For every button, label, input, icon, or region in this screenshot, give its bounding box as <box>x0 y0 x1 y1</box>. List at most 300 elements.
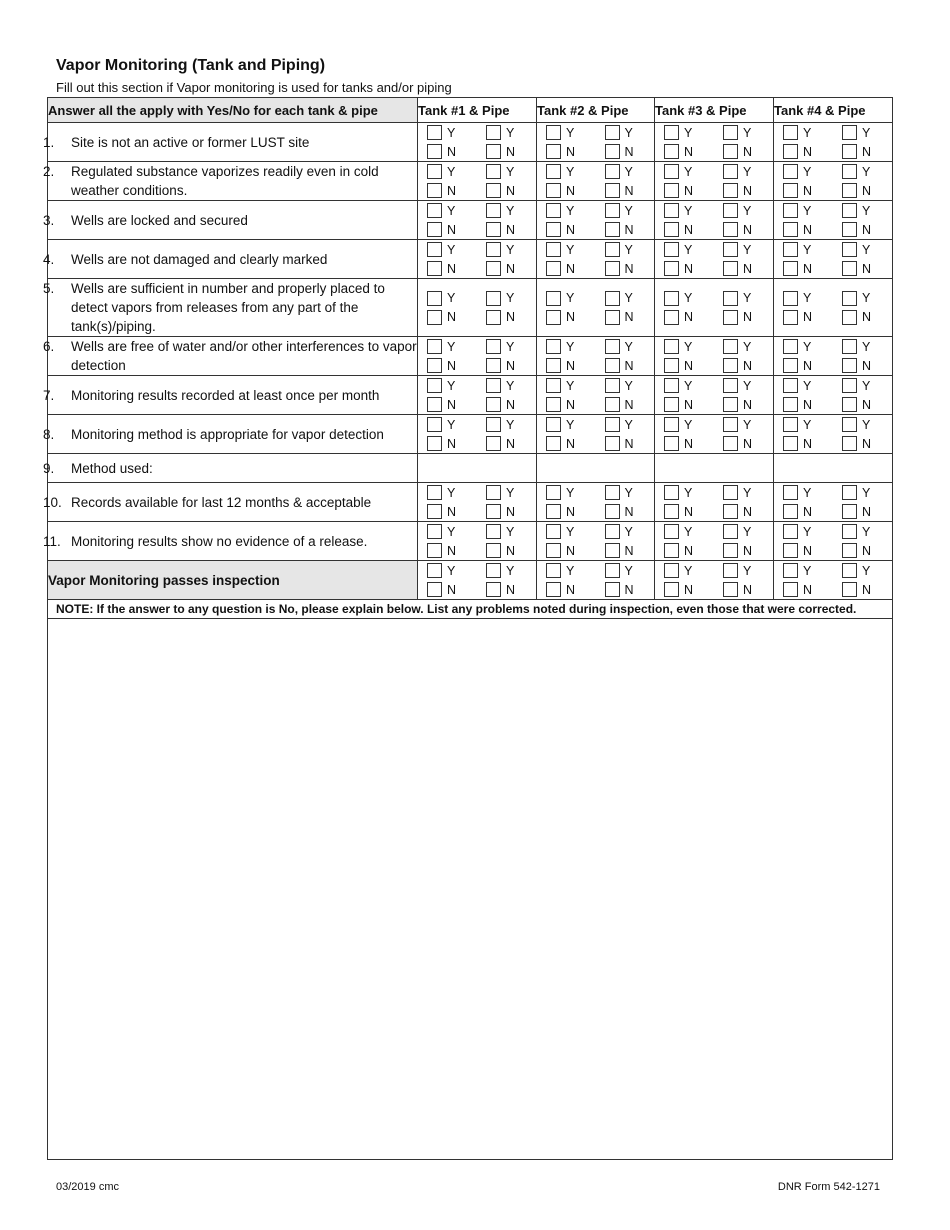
no-checkbox[interactable] <box>664 222 679 237</box>
no-label: N <box>862 310 872 324</box>
yes-checkbox[interactable] <box>842 242 857 257</box>
yes-label: Y <box>566 524 575 539</box>
no-label: N <box>624 144 634 159</box>
no-checkbox[interactable] <box>546 543 561 558</box>
tank-answer <box>537 289 596 327</box>
yes-checkbox[interactable] <box>427 164 442 179</box>
tank-2-answer-cell <box>537 240 655 279</box>
no-label: N <box>447 144 457 159</box>
no-label: N <box>566 397 576 412</box>
yes-checkbox[interactable] <box>605 417 620 432</box>
yes-checkbox[interactable] <box>723 291 738 306</box>
no-label: N <box>447 397 457 412</box>
no-checkbox[interactable] <box>546 144 561 159</box>
question-number: 4. <box>43 251 55 267</box>
no-checkbox[interactable] <box>723 183 738 198</box>
yes-checkbox[interactable] <box>427 242 442 257</box>
no-checkbox[interactable] <box>486 543 501 558</box>
tank-1-answer-cell <box>418 123 537 162</box>
no-checkbox[interactable] <box>546 397 561 412</box>
no-checkbox[interactable] <box>605 261 620 276</box>
tank-answer <box>418 522 477 560</box>
tank-answer <box>655 162 714 200</box>
no-checkbox[interactable] <box>783 504 798 519</box>
method-used-field-tank-3[interactable] <box>655 454 774 483</box>
pipe-answer <box>714 522 773 560</box>
yes-checkbox[interactable] <box>783 291 798 306</box>
yes-checkbox[interactable] <box>783 203 798 218</box>
no-checkbox[interactable] <box>605 543 620 558</box>
no-label: N <box>447 543 457 558</box>
no-checkbox[interactable] <box>842 310 857 325</box>
pipe-answer <box>596 415 655 453</box>
yes-checkbox[interactable] <box>486 164 501 179</box>
no-checkbox[interactable] <box>605 504 620 519</box>
yes-checkbox[interactable] <box>546 291 561 306</box>
no-checkbox[interactable] <box>605 436 620 451</box>
no-checkbox[interactable] <box>783 144 798 159</box>
yes-checkbox[interactable] <box>723 125 738 140</box>
summary-row <box>48 561 893 600</box>
tank-3-answer-cell <box>655 162 774 201</box>
yes-label: Y <box>447 339 456 354</box>
no-checkbox[interactable] <box>664 310 679 325</box>
pipe-answer <box>596 337 655 375</box>
no-checkbox[interactable] <box>842 144 857 159</box>
yes-checkbox[interactable] <box>723 164 738 179</box>
no-checkbox[interactable] <box>605 397 620 412</box>
yes-checkbox[interactable] <box>664 378 679 393</box>
no-checkbox[interactable] <box>546 183 561 198</box>
tank-answer <box>655 561 714 599</box>
no-checkbox[interactable] <box>486 582 501 597</box>
no-checkbox[interactable] <box>783 397 798 412</box>
yes-checkbox[interactable] <box>664 524 679 539</box>
yes-label: Y <box>447 524 456 539</box>
question-text-cell <box>43 123 418 162</box>
yes-label: Y <box>862 378 871 393</box>
yes-checkbox[interactable] <box>546 203 561 218</box>
summary-label: Vapor Monitoring passes inspection <box>48 561 418 600</box>
yes-checkbox[interactable] <box>605 242 620 257</box>
yes-checkbox[interactable] <box>842 563 857 578</box>
no-checkbox[interactable] <box>427 436 442 451</box>
tank-3-answer-cell <box>655 123 774 162</box>
yes-label: Y <box>566 417 575 432</box>
yes-checkbox[interactable] <box>842 125 857 140</box>
no-label: N <box>743 144 753 159</box>
no-checkbox[interactable] <box>783 261 798 276</box>
no-label: N <box>624 543 634 558</box>
yes-label: Y <box>862 563 871 578</box>
no-checkbox[interactable] <box>486 222 501 237</box>
no-checkbox[interactable] <box>486 144 501 159</box>
pipe-answer <box>477 415 536 453</box>
tank-answer <box>655 415 714 453</box>
yes-checkbox[interactable] <box>723 378 738 393</box>
no-checkbox[interactable] <box>783 310 798 325</box>
no-label: N <box>506 397 516 412</box>
no-checkbox[interactable] <box>783 222 798 237</box>
yes-checkbox[interactable] <box>783 417 798 432</box>
no-checkbox[interactable] <box>842 436 857 451</box>
tank-answer <box>418 483 477 521</box>
yes-checkbox[interactable] <box>783 339 798 354</box>
yes-label: Y <box>743 378 752 393</box>
yes-checkbox[interactable] <box>486 242 501 257</box>
question-number: 3. <box>43 212 55 228</box>
no-label: N <box>624 358 634 373</box>
no-checkbox[interactable] <box>605 582 620 597</box>
no-checkbox[interactable] <box>486 261 501 276</box>
no-checkbox[interactable] <box>723 261 738 276</box>
no-label: N <box>566 261 576 276</box>
tank-4-answer-cell <box>774 162 893 201</box>
tank-2-answer-cell <box>537 561 655 600</box>
question-text-cell <box>43 376 418 415</box>
no-checkbox[interactable] <box>842 358 857 373</box>
no-checkbox[interactable] <box>427 261 442 276</box>
no-checkbox[interactable] <box>842 222 857 237</box>
yes-label: Y <box>743 203 752 218</box>
no-label: N <box>743 397 753 412</box>
tank-1-answer-cell <box>418 415 537 454</box>
tank-3-answer-cell <box>655 240 774 279</box>
yes-checkbox[interactable] <box>546 378 561 393</box>
no-checkbox[interactable] <box>664 436 679 451</box>
no-checkbox[interactable] <box>546 222 561 237</box>
no-checkbox[interactable] <box>427 504 442 519</box>
no-checkbox[interactable] <box>723 543 738 558</box>
yes-checkbox[interactable] <box>783 563 798 578</box>
yes-checkbox[interactable] <box>427 125 442 140</box>
no-checkbox[interactable] <box>783 358 798 373</box>
yes-checkbox[interactable] <box>486 485 501 500</box>
pipe-answer <box>596 522 655 560</box>
no-label: N <box>447 261 457 276</box>
pipe-answer <box>477 337 536 375</box>
no-checkbox[interactable] <box>427 144 442 159</box>
yes-label: Y <box>447 164 456 179</box>
tank-3-answer-cell <box>655 522 774 561</box>
yes-label: Y <box>743 563 752 578</box>
no-label: N <box>743 310 753 324</box>
tank-answer <box>537 415 596 453</box>
form-subtitle: Fill out this section if Vapor monitoring is used for tanks and/or piping <box>56 80 452 95</box>
method-used-field-tank-2[interactable] <box>537 454 655 483</box>
no-checkbox[interactable] <box>486 183 501 198</box>
yes-label: Y <box>803 242 812 257</box>
question-text: Wells are sufficient in number and properly placed to detect vapors from releases from any part of the tank(s)/piping. <box>71 281 385 334</box>
yes-checkbox[interactable] <box>605 339 620 354</box>
no-checkbox[interactable] <box>546 436 561 451</box>
no-checkbox[interactable] <box>783 582 798 597</box>
pipe-answer <box>833 483 892 521</box>
yes-checkbox[interactable] <box>486 524 501 539</box>
no-label: N <box>684 543 694 558</box>
tank-answer <box>774 240 833 278</box>
yes-checkbox[interactable] <box>427 203 442 218</box>
no-checkbox[interactable] <box>783 436 798 451</box>
yes-checkbox[interactable] <box>546 563 561 578</box>
yes-checkbox[interactable] <box>723 203 738 218</box>
yes-checkbox[interactable] <box>842 524 857 539</box>
no-checkbox[interactable] <box>842 397 857 412</box>
no-checkbox[interactable] <box>605 183 620 198</box>
form-title: Vapor Monitoring (Tank and Piping) <box>56 57 326 74</box>
yes-checkbox[interactable] <box>783 164 798 179</box>
no-label: N <box>506 310 516 324</box>
yes-checkbox[interactable] <box>664 417 679 432</box>
no-checkbox[interactable] <box>723 358 738 373</box>
yes-checkbox[interactable] <box>427 417 442 432</box>
yes-checkbox[interactable] <box>783 125 798 140</box>
no-checkbox[interactable] <box>664 183 679 198</box>
yes-checkbox[interactable] <box>723 563 738 578</box>
yes-checkbox[interactable] <box>723 524 738 539</box>
no-label: N <box>566 183 576 198</box>
yes-label: Y <box>743 164 752 179</box>
pipe-answer <box>833 561 892 599</box>
no-checkbox[interactable] <box>427 543 442 558</box>
yes-label: Y <box>684 164 693 179</box>
yes-checkbox[interactable] <box>783 524 798 539</box>
yes-checkbox[interactable] <box>664 485 679 500</box>
yes-checkbox[interactable] <box>664 125 679 140</box>
yes-label: Y <box>447 291 456 305</box>
no-label: N <box>624 183 634 198</box>
no-checkbox[interactable] <box>664 543 679 558</box>
tank-2-answer-cell <box>537 123 655 162</box>
no-checkbox[interactable] <box>486 397 501 412</box>
question-text: Method used: <box>71 460 153 476</box>
no-checkbox[interactable] <box>842 543 857 558</box>
yes-checkbox[interactable] <box>723 417 738 432</box>
no-checkbox[interactable] <box>605 144 620 159</box>
yes-checkbox[interactable] <box>842 291 857 306</box>
pipe-answer <box>477 289 536 327</box>
yes-checkbox[interactable] <box>546 524 561 539</box>
yes-checkbox[interactable] <box>427 524 442 539</box>
no-label: N <box>506 543 516 558</box>
yes-checkbox[interactable] <box>842 164 857 179</box>
no-label: N <box>743 436 753 451</box>
yes-checkbox[interactable] <box>723 485 738 500</box>
yes-checkbox[interactable] <box>486 563 501 578</box>
yes-label: Y <box>447 563 456 578</box>
yes-checkbox[interactable] <box>664 563 679 578</box>
tank-answer <box>418 240 477 278</box>
no-checkbox[interactable] <box>427 397 442 412</box>
tank-answer <box>537 561 596 599</box>
no-checkbox[interactable] <box>427 358 442 373</box>
no-checkbox[interactable] <box>723 310 738 325</box>
yes-checkbox[interactable] <box>605 125 620 140</box>
yes-checkbox[interactable] <box>605 485 620 500</box>
tank-4-answer-cell <box>774 522 893 561</box>
yes-checkbox[interactable] <box>546 164 561 179</box>
vapor-monitoring-table <box>43 97 893 1160</box>
method-used-field-tank-4[interactable] <box>774 454 893 483</box>
yes-checkbox[interactable] <box>605 203 620 218</box>
yes-checkbox[interactable] <box>664 291 679 306</box>
no-checkbox[interactable] <box>546 504 561 519</box>
yes-checkbox[interactable] <box>842 339 857 354</box>
tank-1-answer-cell <box>418 279 537 337</box>
no-checkbox[interactable] <box>427 582 442 597</box>
yes-label: Y <box>684 242 693 257</box>
yes-checkbox[interactable] <box>427 339 442 354</box>
no-label: N <box>803 144 813 159</box>
no-checkbox[interactable] <box>664 358 679 373</box>
yes-checkbox[interactable] <box>605 524 620 539</box>
no-checkbox[interactable] <box>723 504 738 519</box>
yes-checkbox[interactable] <box>723 242 738 257</box>
yes-checkbox[interactable] <box>546 242 561 257</box>
question-row <box>48 337 893 376</box>
yes-checkbox[interactable] <box>783 378 798 393</box>
pipe-answer <box>596 561 655 599</box>
yes-label: Y <box>566 203 575 218</box>
yes-checkbox[interactable] <box>486 203 501 218</box>
no-checkbox[interactable] <box>723 397 738 412</box>
no-checkbox[interactable] <box>664 144 679 159</box>
no-checkbox[interactable] <box>546 310 561 325</box>
no-checkbox[interactable] <box>605 358 620 373</box>
tank-1-answer-cell <box>418 376 537 415</box>
no-checkbox[interactable] <box>723 222 738 237</box>
no-checkbox[interactable] <box>486 436 501 451</box>
no-checkbox[interactable] <box>783 543 798 558</box>
yes-checkbox[interactable] <box>605 291 620 306</box>
no-label: N <box>566 310 576 324</box>
pipe-answer <box>477 240 536 278</box>
question-text-cell <box>43 483 418 522</box>
yes-checkbox[interactable] <box>486 378 501 393</box>
no-checkbox[interactable] <box>723 582 738 597</box>
yes-checkbox[interactable] <box>842 417 857 432</box>
question-row <box>48 201 893 240</box>
no-label: N <box>743 504 753 519</box>
question-row <box>48 454 893 483</box>
no-label: N <box>506 144 516 159</box>
method-used-field-tank-1[interactable] <box>418 454 537 483</box>
footer-form-number: DNR Form 542-1271 <box>777 1181 880 1193</box>
yes-checkbox[interactable] <box>427 378 442 393</box>
yes-checkbox[interactable] <box>605 164 620 179</box>
yes-checkbox[interactable] <box>546 339 561 354</box>
question-column-header: Answer all the apply with Yes/No for each tank & pipe <box>48 98 418 123</box>
tank-answer <box>537 522 596 560</box>
yes-label: Y <box>624 203 633 218</box>
tank-2-answer-cell <box>537 376 655 415</box>
question-row <box>48 123 893 162</box>
tank-answer <box>537 483 596 521</box>
no-checkbox[interactable] <box>723 436 738 451</box>
yes-checkbox[interactable] <box>664 203 679 218</box>
tank-answer <box>655 483 714 521</box>
no-checkbox[interactable] <box>842 183 857 198</box>
no-checkbox[interactable] <box>546 261 561 276</box>
no-checkbox[interactable] <box>842 504 857 519</box>
tank-answer <box>537 201 596 239</box>
pipe-answer <box>714 123 773 161</box>
yes-checkbox[interactable] <box>427 485 442 500</box>
tank-answer <box>774 376 833 414</box>
yes-checkbox[interactable] <box>664 339 679 354</box>
no-checkbox[interactable] <box>546 582 561 597</box>
no-checkbox[interactable] <box>486 310 501 325</box>
pipe-answer <box>833 289 892 327</box>
yes-checkbox[interactable] <box>842 378 857 393</box>
explanation-area[interactable] <box>48 619 893 1160</box>
yes-checkbox[interactable] <box>723 339 738 354</box>
yes-checkbox[interactable] <box>546 417 561 432</box>
yes-checkbox[interactable] <box>546 125 561 140</box>
no-checkbox[interactable] <box>605 310 620 325</box>
yes-checkbox[interactable] <box>427 563 442 578</box>
yes-checkbox[interactable] <box>842 203 857 218</box>
no-checkbox[interactable] <box>783 183 798 198</box>
yes-checkbox[interactable] <box>605 378 620 393</box>
no-checkbox[interactable] <box>605 222 620 237</box>
no-label: N <box>803 582 813 597</box>
yes-checkbox[interactable] <box>664 164 679 179</box>
no-label: N <box>684 261 694 276</box>
no-checkbox[interactable] <box>842 261 857 276</box>
question-text: Monitoring method is appropriate for vapor detection <box>71 426 384 442</box>
yes-checkbox[interactable] <box>783 485 798 500</box>
tank-1-answer-cell <box>418 240 537 279</box>
no-label: N <box>566 436 576 451</box>
no-checkbox[interactable] <box>664 582 679 597</box>
tank-2-answer-cell <box>537 483 655 522</box>
no-label: N <box>684 397 694 412</box>
no-checkbox[interactable] <box>546 358 561 373</box>
yes-checkbox[interactable] <box>486 125 501 140</box>
no-checkbox[interactable] <box>427 183 442 198</box>
yes-checkbox[interactable] <box>427 291 442 306</box>
yes-label: Y <box>624 417 633 432</box>
yes-checkbox[interactable] <box>486 291 501 306</box>
no-checkbox[interactable] <box>486 504 501 519</box>
no-checkbox[interactable] <box>842 582 857 597</box>
yes-checkbox[interactable] <box>842 485 857 500</box>
yes-checkbox[interactable] <box>783 242 798 257</box>
yes-checkbox[interactable] <box>605 563 620 578</box>
no-checkbox[interactable] <box>427 222 442 237</box>
no-checkbox[interactable] <box>664 261 679 276</box>
no-checkbox[interactable] <box>486 358 501 373</box>
question-number: 6. <box>43 339 55 354</box>
tank-4-answer-cell <box>774 337 893 376</box>
yes-checkbox[interactable] <box>664 242 679 257</box>
yes-checkbox[interactable] <box>486 417 501 432</box>
no-checkbox[interactable] <box>664 397 679 412</box>
question-text: Wells are free of water and/or other interferences to vapor detection <box>71 339 417 373</box>
yes-checkbox[interactable] <box>486 339 501 354</box>
yes-label: Y <box>803 524 812 539</box>
no-checkbox[interactable] <box>723 144 738 159</box>
no-checkbox[interactable] <box>664 504 679 519</box>
yes-label: Y <box>624 242 633 257</box>
tank-2-answer-cell <box>537 337 655 376</box>
no-label: N <box>862 504 872 519</box>
no-checkbox[interactable] <box>427 310 442 325</box>
tank-answer <box>418 162 477 200</box>
pipe-answer <box>477 162 536 200</box>
yes-checkbox[interactable] <box>546 485 561 500</box>
